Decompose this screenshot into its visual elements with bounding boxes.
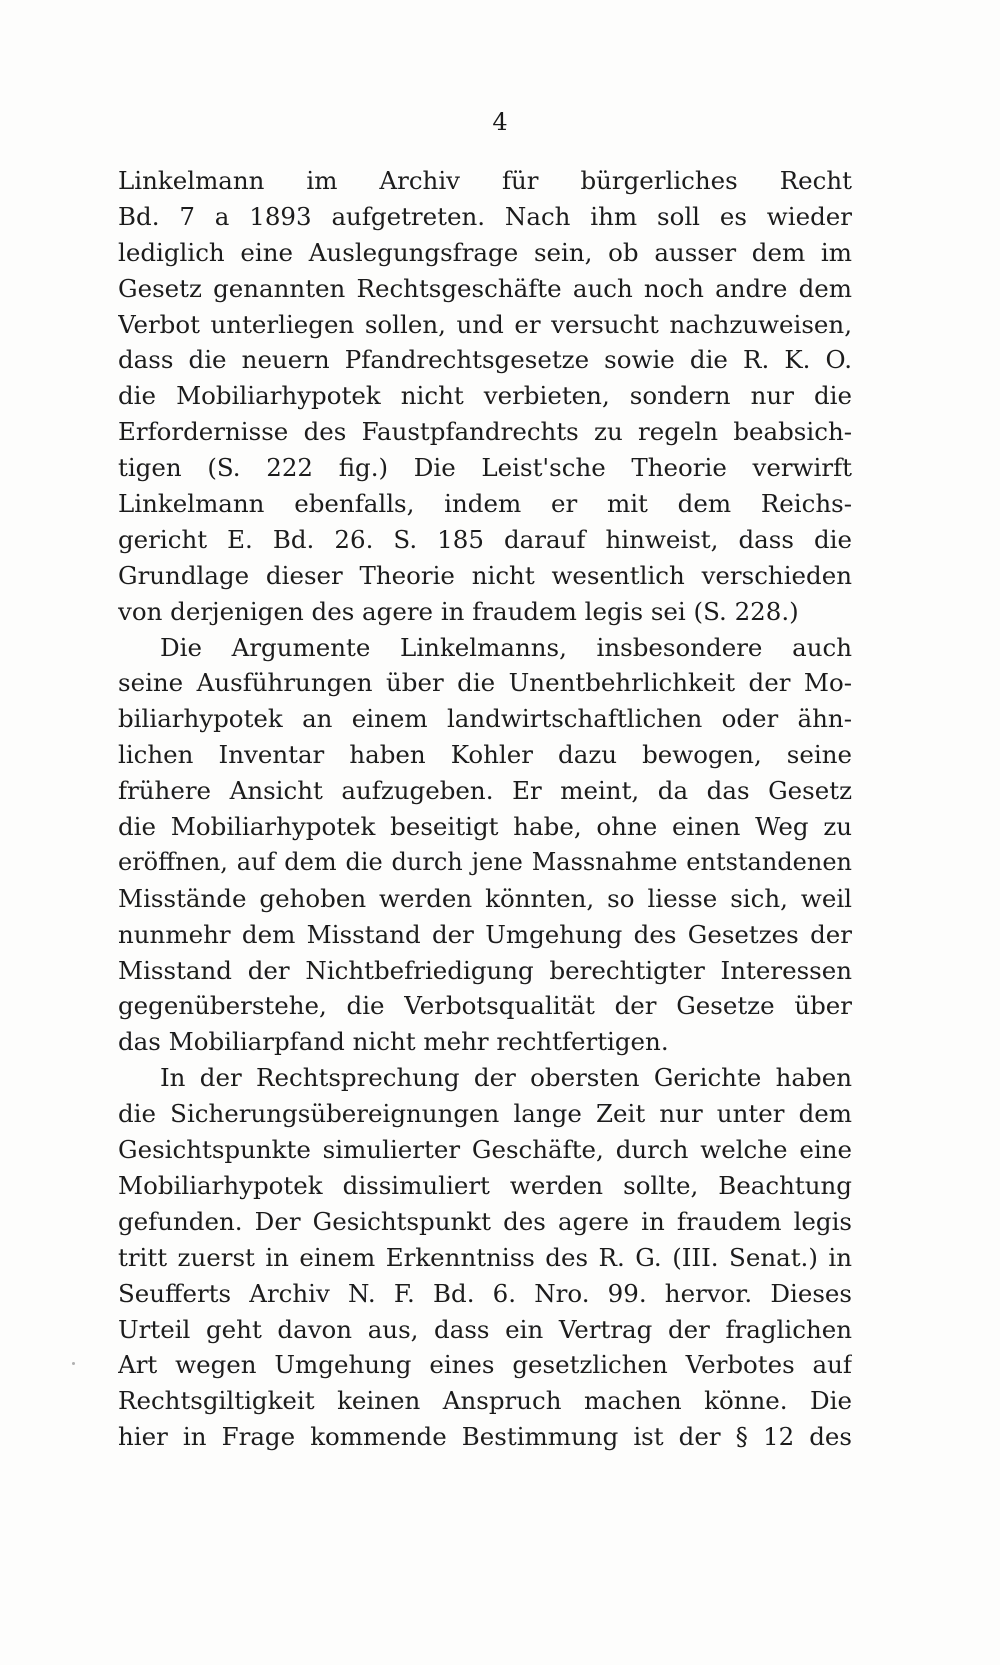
text-line: lichen Inventar haben Kohler dazu bewogen, seine — [118, 740, 852, 770]
text-line: dass die neuern Pfandrechtsgesetze sowie die R. K. O. — [118, 345, 852, 375]
text-line: Seufferts Archiv N. F. Bd. 6. Nro. 99. hervor. Dieses — [118, 1278, 852, 1308]
text-line: von derjenigen des agere in fraudem legis sei (S. 228.) — [118, 596, 799, 626]
text-line: Rechtsgiltigkeit keinen Anspruch machen könne. Die — [118, 1386, 852, 1416]
text-line: Misstand der Nichtbefriedigung berechtigter Interessen — [118, 955, 852, 985]
text-line: gericht E. Bd. 26. S. 185 darauf hinweist, dass die — [118, 524, 852, 554]
paper-speck — [72, 1362, 75, 1365]
text-line: seine Ausführungen über die Unentbehrlichkeit der Mo- — [118, 668, 852, 698]
text-line: Erfordernisse des Faustpfandrechts zu regeln beabsich- — [118, 417, 852, 447]
text-line: nunmehr dem Misstand der Umgehung des Gesetzes der — [118, 919, 852, 949]
text-line: Die Argumente Linkelmanns, insbesondere auch — [160, 632, 852, 662]
text-line: Gesichtspunkte simulierter Geschäfte, durch welche eine — [118, 1135, 852, 1165]
page-number: 4 — [492, 108, 508, 136]
text-line: tritt zuerst in einem Erkenntniss des R. G. (III. Senat.) in — [118, 1242, 852, 1272]
text-line: Urteil geht davon aus, dass ein Vertrag der fraglichen — [118, 1314, 852, 1344]
text-line: In der Rechtsprechung der obersten Gerichte haben — [160, 1063, 852, 1093]
text-line: Grundlage dieser Theorie nicht wesentlich verschieden — [118, 560, 852, 590]
text-line: Misstände gehoben werden könnten, so liesse sich, weil — [118, 883, 852, 913]
text-line: eröffnen, auf dem die durch jene Massnahme entstandenen — [118, 847, 852, 876]
text-line: Bd. 7 a 1893 aufgetreten. Nach ihm soll es wieder — [118, 201, 852, 231]
text-line: lediglich eine Auslegungsfrage sein, ob ausser dem im — [118, 237, 852, 267]
text-line: Verbot unterliegen sollen, und er versucht nachzuweisen, — [118, 309, 852, 339]
text-line: die Mobiliarhypotek nicht verbieten, sondern nur die — [118, 381, 852, 411]
text-line: die Mobiliarhypotek beseitigt habe, ohne einen Weg zu — [118, 812, 852, 842]
text-line: Linkelmann im Archiv für bürgerliches Recht — [118, 166, 852, 195]
text-line: gefunden. Der Gesichtspunkt des agere in fraudem legis — [118, 1206, 852, 1236]
text-line: tigen (S. 222 fig.) Die Leist'sche Theorie verwirft — [118, 453, 852, 483]
body-text — [118, 163, 852, 1455]
text-line: das Mobiliarpfand nicht mehr rechtfertigen. — [118, 1027, 669, 1057]
text-line: hier in Frage kommende Bestimmung ist der § 12 des — [118, 1422, 852, 1452]
text-line: die Sicherungsübereignungen lange Zeit nur unter dem — [118, 1099, 852, 1129]
text-line: Linkelmann ebenfalls, indem er mit dem Reichs- — [118, 489, 852, 519]
text-line: frühere Ansicht aufzugeben. Er meint, da das Gesetz — [118, 776, 852, 806]
text-line: biliarhypotek an einem landwirtschaftlichen oder ähn- — [118, 704, 852, 734]
text-line: gegenüberstehe, die Verbotsqualität der Gesetze über — [118, 991, 852, 1021]
text-line: Art wegen Umgehung eines gesetzlichen Verbotes auf — [118, 1350, 852, 1380]
text-line: Mobiliarhypotek dissimuliert werden sollte, Beachtung — [118, 1170, 852, 1200]
text-line: Gesetz genannten Rechtsgeschäfte auch noch andre dem — [118, 273, 852, 303]
